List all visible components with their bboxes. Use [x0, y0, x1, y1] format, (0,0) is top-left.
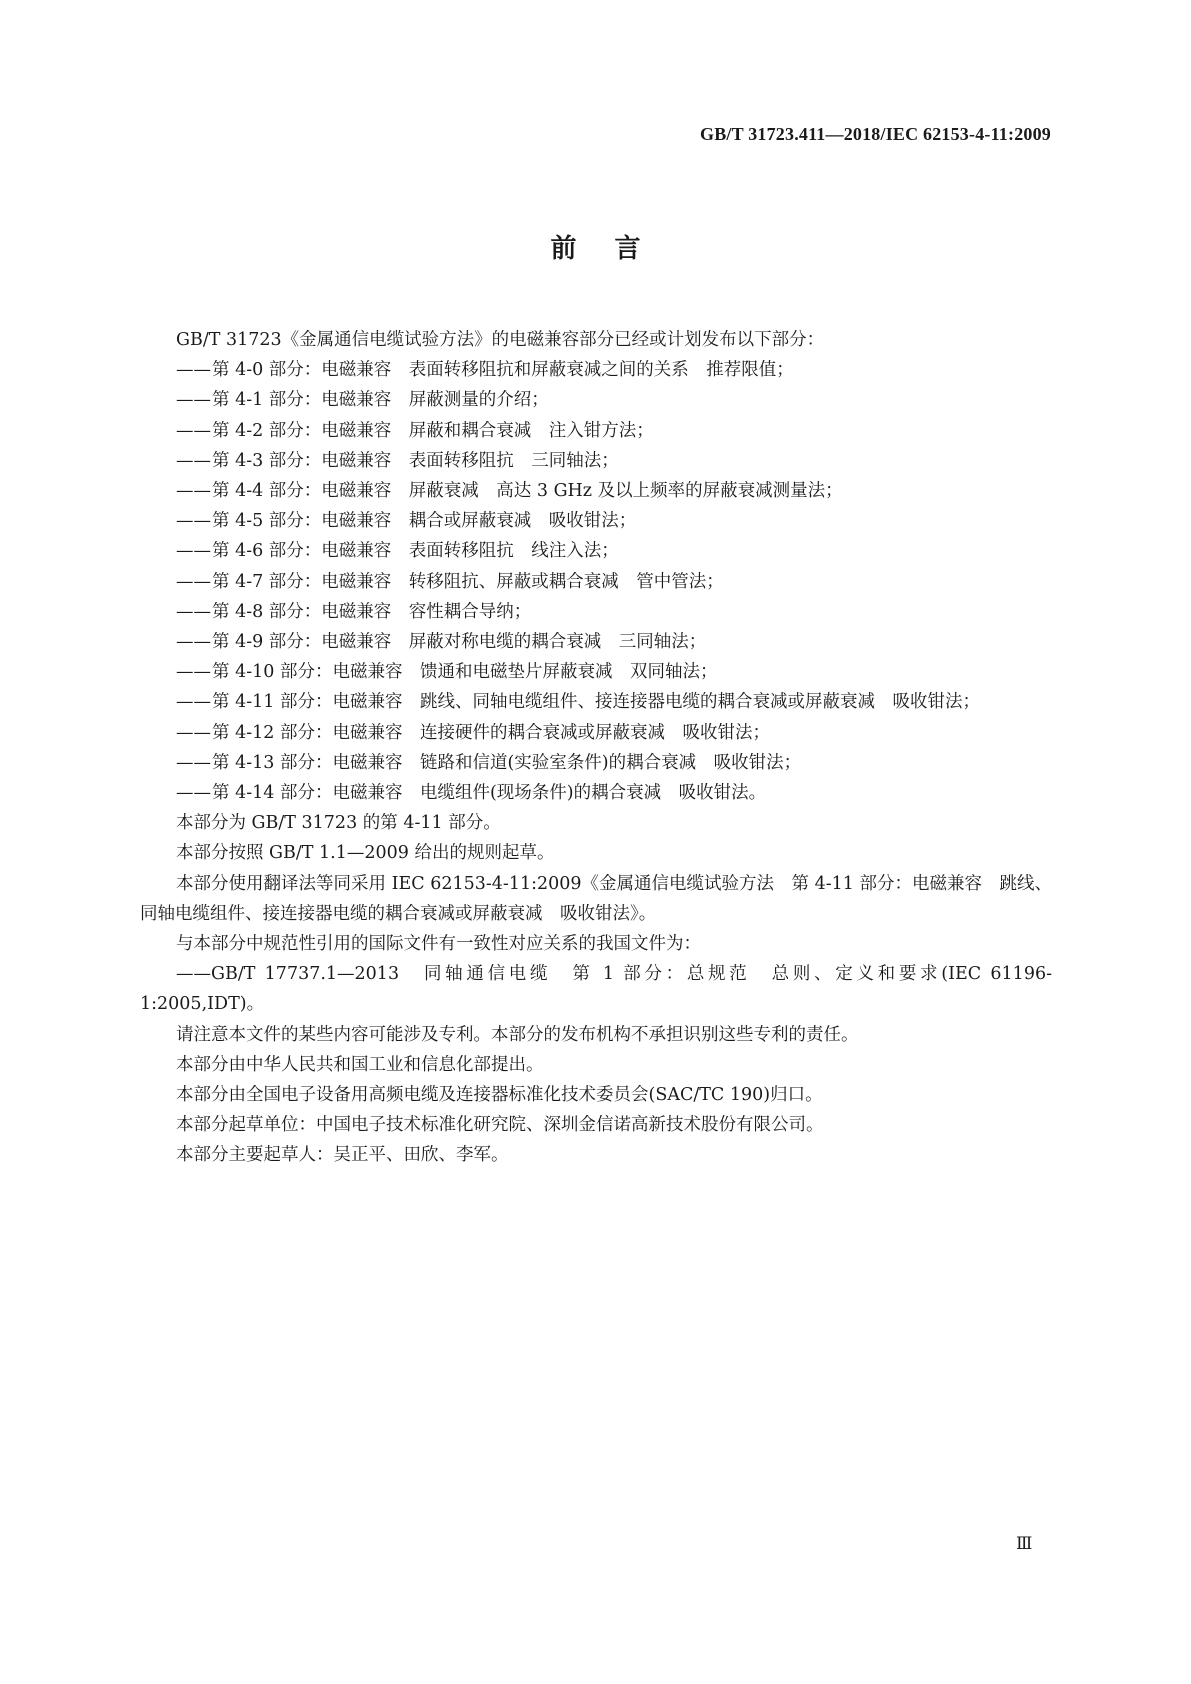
standard-code-header: GB/T 31723.411—2018/IEC 62153-4-11:2009 — [700, 124, 1051, 144]
dash-mark: —— — [176, 420, 211, 441]
list-item: ——第 4-3 部分：电磁兼容 表面转移阻抗 三同轴法； — [140, 446, 1052, 476]
list-item: ——第 4-1 部分：电磁兼容 屏蔽测量的介绍； — [140, 385, 1052, 415]
list-item: ——第 4-11 部分：电磁兼容 跳线、同轴电缆组件、接连接器电缆的耦合衰减或屏蔽衰减 吸收钳法； — [140, 687, 1052, 717]
foreword-body — [140, 325, 1052, 1171]
list-item: ——第 4-12 部分：电磁兼容 连接硬件的耦合衰减或屏蔽衰减 吸收钳法； — [140, 718, 1052, 748]
dash-mark: —— — [176, 692, 211, 713]
reference-item: ——GB/T 17737.1—2013 同轴通信电缆 第 1 部分：总规范 总则、定义和要求(IEC 61196-1:2005,IDT)。 — [140, 964, 1052, 1015]
list-item: ——第 4-5 部分：电磁兼容 耦合或屏蔽衰减 吸收钳法； — [140, 506, 1052, 536]
dash-mark: —— — [176, 722, 211, 743]
dash-mark: —— — [176, 662, 211, 683]
page-number: Ⅲ — [1016, 1534, 1033, 1553]
body-paragraph: 本部分起草单位：中国电子技术标准化研究院、深圳金信诺高新技术股份有限公司。 — [176, 1115, 824, 1136]
body-paragraph: 请注意本文件的某些内容可能涉及专利。本部分的发布机构不承担识别这些专利的责任。 — [176, 1024, 859, 1045]
dash-mark: —— — [176, 601, 211, 622]
list-item: ——第 4-0 部分：电磁兼容 表面转移阻抗和屏蔽衰减之间的关系 推荐限值； — [140, 355, 1052, 385]
list-item: ——第 4-6 部分：电磁兼容 表面转移阻抗 线注入法； — [140, 536, 1052, 566]
intro-paragraph: GB/T 31723《金属通信电缆试验方法》的电磁兼容部分已经或计划发布以下部分： — [176, 330, 825, 350]
dash-mark: —— — [176, 360, 211, 381]
list-item: ——第 4-9 部分：电磁兼容 屏蔽对称电缆的耦合衰减 三同轴法； — [140, 627, 1052, 657]
dash-mark: —— — [176, 511, 211, 532]
list-item: ——第 4-10 部分：电磁兼容 馈通和电磁垫片屏蔽衰减 双同轴法； — [140, 657, 1052, 687]
list-item: ——第 4-8 部分：电磁兼容 容性耦合导纳； — [140, 597, 1052, 627]
body-paragraph: 本部分使用翻译法等同采用 IEC 62153-4-11:2009《金属通信电缆试验方法 第 4-11 部分：电磁兼容 跳线、同轴电缆组件、接连接器电缆的耦合衰减或屏蔽衰减 吸收钳法》。 — [140, 873, 1052, 924]
dash-mark: —— — [176, 481, 211, 502]
parts-list — [140, 355, 1052, 808]
body-paragraph: 与本部分中规范性引用的国际文件有一致性对应关系的我国文件为： — [176, 934, 701, 955]
body-paragraph: 本部分由中华人民共和国工业和信息化部提出。 — [176, 1054, 544, 1075]
body-paragraph: 本部分主要起草人：吴正平、田欣、李军。 — [176, 1145, 509, 1166]
dash-mark: —— — [176, 571, 211, 592]
dash-mark: —— — [176, 450, 211, 471]
body-paragraph: 本部分由全国电子设备用高频电缆及连接器标准化技术委员会(SAC/TC 190)归口。 — [176, 1085, 823, 1106]
body-paragraph: 本部分按照 GB/T 1.1—2009 给出的规则起草。 — [176, 843, 555, 864]
list-item: ——第 4-7 部分：电磁兼容 转移阻抗、屏蔽或耦合衰减 管中管法； — [140, 567, 1052, 597]
dash-mark: —— — [176, 541, 211, 562]
dash-mark: —— — [176, 783, 211, 804]
page-title: 前言 — [550, 234, 679, 264]
list-item: ——第 4-2 部分：电磁兼容 屏蔽和耦合衰减 注入钳方法； — [140, 416, 1052, 446]
dash-mark: —— — [176, 632, 211, 653]
list-item: ——第 4-13 部分：电磁兼容 链路和信道(实验室条件)的耦合衰减 吸收钳法； — [140, 748, 1052, 778]
dash-mark: —— — [176, 390, 211, 411]
dash-mark: —— — [176, 752, 211, 773]
dash-mark: —— — [176, 964, 211, 985]
list-item: ——第 4-14 部分：电磁兼容 电缆组件(现场条件)的耦合衰减 吸收钳法。 — [140, 778, 1052, 808]
list-item: ——第 4-4 部分：电磁兼容 屏蔽衰减 高达 3 GHz 及以上频率的屏蔽衰减测量法； — [140, 476, 1052, 506]
body-paragraph: 本部分为 GB/T 31723 的第 4-11 部分。 — [176, 813, 501, 834]
